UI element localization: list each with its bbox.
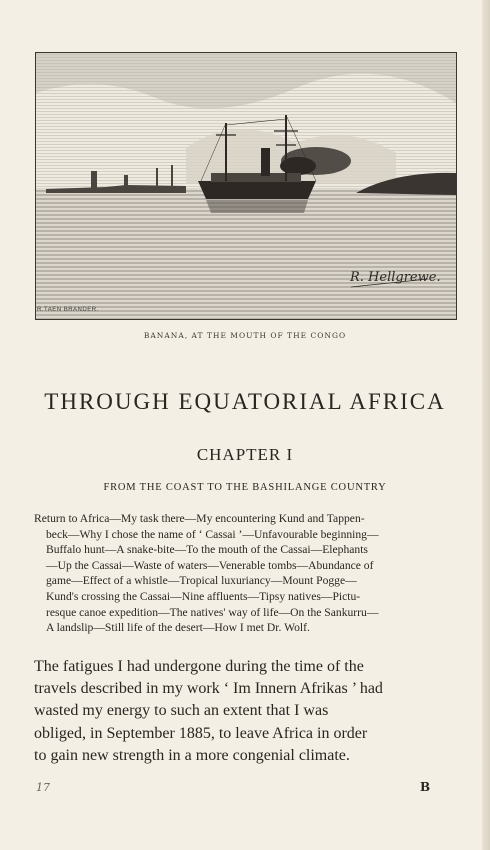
engraver-mark: R.TAEN BRANDER. [37,307,99,313]
summary-line: Return to Africa—My task there—My encountering Kund and Tappen- [34,512,365,525]
book-title: THROUGH EQUATORIAL AFRICA [44,389,446,414]
handwritten-mark: 17 [36,781,50,794]
steamship-engraving [36,53,456,319]
body-line: The fatigues I had undergone during the time of the [34,658,364,675]
summary-line: game—Effect of a whistle—Tropical luxuriancy—Mount Pogge— [46,574,357,588]
signature-letter: B [420,780,431,794]
chapter-summary [34,511,464,636]
summary-line: Kund's crossing the Cassai—Nine affluents—Tipsy natives—Pictu- [46,589,361,603]
summary-line: beck—Why I chose the name of ‘ Cassai ’—Unfavourable beginning— [46,527,379,541]
body-paragraph [34,656,464,767]
summary-line: resque canoe expedition—The natives' way of life—On the Sankurru— [46,605,379,619]
chapter-subtitle: FROM THE COAST TO THE BASHILANGE COUNTRY [103,482,387,493]
page-edge [482,0,490,850]
engraving-illustration [35,52,457,320]
artist-signature: R. Hellgrewe. [350,270,441,285]
chapter-heading: CHAPTER I [196,445,294,464]
body-line: to gain new strength in a more congenial climate. [34,746,350,764]
summary-line: A landslip—Still life of the desert—How I met Dr. Wolf. [46,621,310,635]
body-line: wasted my energy to such an extent that I was [34,702,329,720]
summary-line: Buffalo hunt—A snake-bite—To the mouth of the Cassai—Elephants [46,543,368,557]
illustration-caption: BANANA, AT THE MOUTH OF THE CONGO [143,331,347,340]
summary-line: —Up the Cassai—Waste of waters—Venerable tombs—Abundance of [46,558,374,572]
body-line: travels described in my work ‘ Im Innern Afrikas ’ had [34,680,383,698]
body-line: obliged, in September 1885, to leave Africa in order [34,724,368,742]
